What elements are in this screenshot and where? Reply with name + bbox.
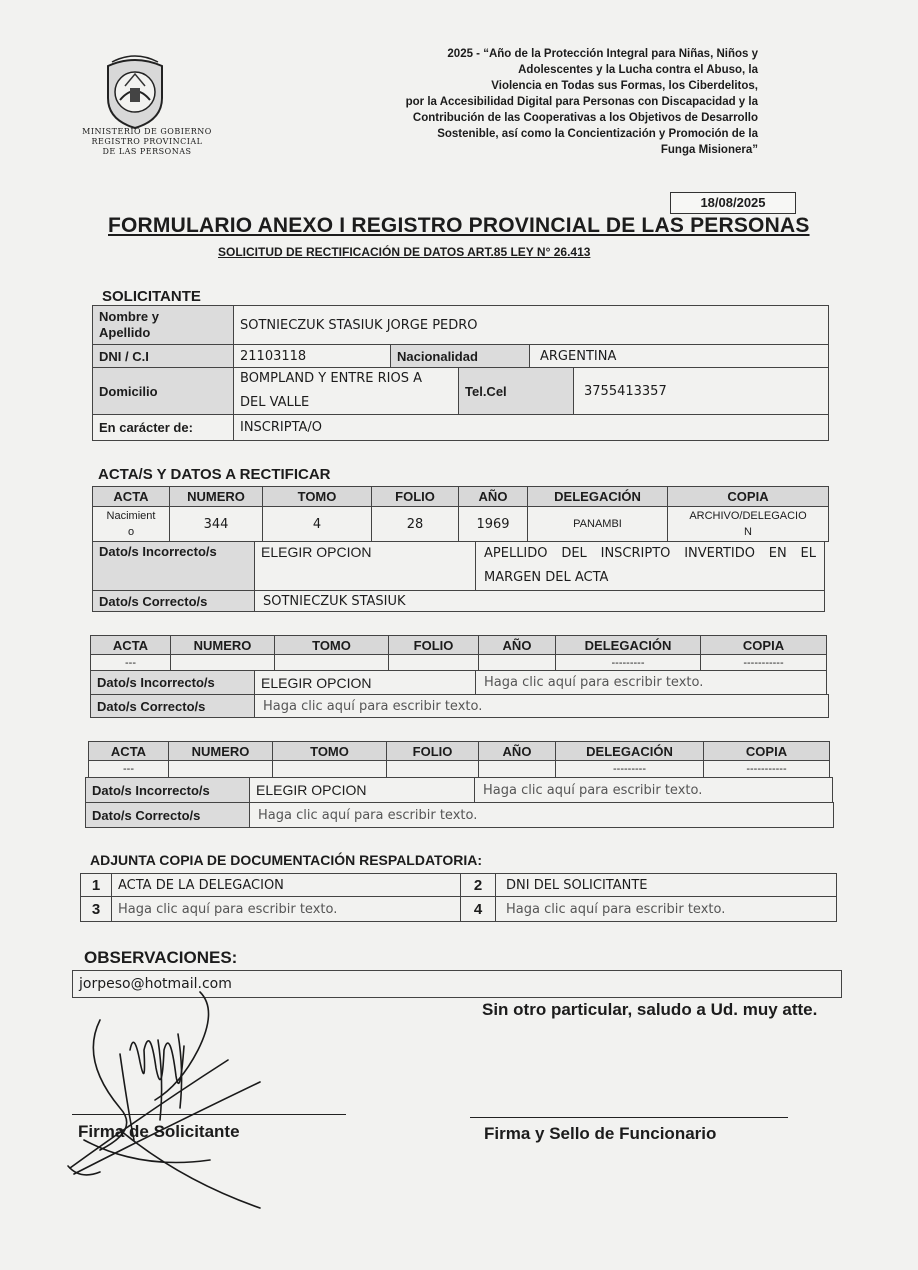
ministry-line: MINISTERIO DE GOBIERNO [82,127,212,136]
attachment-item[interactable]: Haga clic aquí para escribir texto. [495,896,837,922]
header-anio: AÑO [478,635,556,655]
acta-line: o [127,526,135,538]
correct-label: Dato/s Correcto/s [92,590,255,612]
header-numero: NUMERO [168,741,273,761]
delegacion-field[interactable]: --------- [555,760,704,778]
acta-line: Nacimient [106,510,156,522]
tomo-field[interactable] [274,654,389,671]
header-delegacion: DELEGACIÓN [555,741,704,761]
header-delegacion: DELEGACIÓN [555,635,701,655]
form-subtitle: SOLICITUD DE RECTIFICACIÓN DE DATOS ART.85 LEY N° 26.413 [218,245,591,259]
header-tomo: TOMO [272,741,387,761]
header-acta: ACTA [90,635,171,655]
header-acta: ACTA [88,741,169,761]
header-numero: NUMERO [169,486,263,507]
motto-line: Violencia en Todas sus Formas, los Ciberdelitos, [491,80,758,92]
dni-field[interactable]: 21103118 [233,344,391,368]
ministry-line: REGISTRO PROVINCIAL [91,137,203,146]
header-tomo: TOMO [274,635,389,655]
header-folio: FOLIO [388,635,479,655]
caracter-label: En carácter de: [92,414,234,441]
folio-field[interactable]: 28 [371,506,459,542]
motto-line: por la Accesibilidad Digital para Personas con Discapacidad y la [405,96,758,108]
dni-label: DNI / C.I [92,344,234,368]
correct-label: Dato/s Correcto/s [85,802,250,828]
numero-field[interactable]: 344 [169,506,263,542]
header-delegacion: DELEGACIÓN [527,486,668,507]
motto-line: Funga Misionera” [660,144,758,156]
anio-field[interactable] [478,654,556,671]
header-copia: COPIA [703,741,830,761]
header-folio: FOLIO [386,741,479,761]
nacionalidad-field[interactable]: ARGENTINA [529,344,829,368]
copia-field[interactable]: ----------- [703,760,830,778]
numero-field[interactable] [170,654,275,671]
nacionalidad-label: Nacionalidad [390,344,530,368]
firma-funcionario-label: Firma y Sello de Funcionario [484,1124,717,1143]
tel-field[interactable]: 3755413357 [573,367,829,415]
attachment-number: 3 [80,896,112,922]
anio-field[interactable]: 1969 [458,506,528,542]
observaciones-field[interactable]: jorpeso@hotmail.com [72,970,842,998]
section-actas: ACTA/S Y DATOS A RECTIFICAR [98,466,331,483]
section-adjunta: ADJUNTA COPIA DE DOCUMENTACIÓN RESPALDATORIA: [90,852,482,868]
attachment-number: 4 [460,896,496,922]
year-motto [338,46,758,158]
incorrect-label: Dato/s Incorrecto/s [90,670,255,695]
header-copia: COPIA [700,635,827,655]
nombre-field[interactable]: SOTNIECZUK STASIUK JORGE PEDRO [233,305,829,345]
incorrect-field[interactable]: Haga clic aquí para escribir texto. [474,777,833,803]
domicilio-field[interactable] [233,367,459,415]
acta-field[interactable]: --- [90,654,171,671]
header-acta: ACTA [92,486,170,507]
header-tomo: TOMO [262,486,372,507]
section-solicitante: SOLICITANTE [102,288,201,305]
domicilio-line: BOMPLAND Y ENTRE RIOS A [240,371,422,386]
attachment-number: 2 [460,873,496,897]
ministry-line: DE LAS PERSONAS [102,147,192,156]
ministry-name [82,127,212,157]
incorrect-label: Dato/s Incorrecto/s [85,777,250,803]
header-copia: COPIA [667,486,829,507]
copia-field[interactable]: ----------- [700,654,827,671]
tel-label: Tel.Cel [458,367,574,415]
signature-line-funcionario [470,1117,788,1118]
correct-field[interactable]: Haga clic aquí para escribir texto. [249,802,834,828]
tomo-field[interactable] [272,760,387,778]
correct-field[interactable]: SOTNIECZUK STASIUK [254,590,825,612]
incorrect-field[interactable] [475,541,825,591]
option-select[interactable]: ELEGIR OPCION [249,777,475,803]
header-anio: AÑO [478,741,556,761]
delegacion-field[interactable]: PANAMBI [527,506,668,542]
date-field[interactable]: 18/08/2025 [670,192,796,214]
attachment-item[interactable]: ACTA DE LA DELEGACION [111,873,461,897]
coat-of-arms-logo [100,52,170,130]
header-folio: FOLIO [371,486,459,507]
incorrect-field[interactable]: Haga clic aquí para escribir texto. [475,670,827,695]
tomo-field[interactable]: 4 [262,506,372,542]
handwritten-signature [60,990,280,1220]
section-observaciones: OBSERVACIONES: [84,948,238,967]
incorrect-line: APELLIDO DEL INSCRIPTO INVERTIDO EN EL [484,546,816,561]
label-line: Nombre y [99,309,159,324]
anio-field[interactable] [478,760,556,778]
attachment-number: 1 [80,873,112,897]
domicilio-line: DEL VALLE [240,395,310,410]
firma-solicitante-label: Firma de Solicitante [78,1122,240,1141]
nombre-label [92,305,234,345]
option-select[interactable]: ELEGIR OPCION [254,541,476,591]
incorrect-label: Dato/s Incorrecto/s [92,541,255,591]
acta-field[interactable] [92,506,170,542]
motto-line: 2025 - “Año de la Protección Integral para Niñas, Niños y [447,48,758,60]
copia-line: N [744,526,752,538]
incorrect-line: MARGEN DEL ACTA [484,570,609,585]
acta-field[interactable]: --- [88,760,169,778]
copia-field[interactable] [667,506,829,542]
correct-label: Dato/s Correcto/s [90,694,255,718]
folio-field[interactable] [386,760,479,778]
caracter-field[interactable]: INSCRIPTA/O [233,414,829,441]
domicilio-label: Domicilio [92,367,234,415]
attachment-item[interactable]: Haga clic aquí para escribir texto. [111,896,461,922]
form-title: FORMULARIO ANEXO I REGISTRO PROVINCIAL DE LAS PERSONAS [108,214,810,237]
folio-field[interactable] [388,654,479,671]
closing-salutation: Sin otro particular, saludo a Ud. muy atte. [482,1000,818,1019]
correct-field[interactable]: Haga clic aquí para escribir texto. [254,694,829,718]
attachment-item[interactable]: DNI DEL SOLICITANTE [495,873,837,897]
motto-line: Contribución de las Cooperativas a los Objetivos de Desarrollo [412,112,758,124]
header-numero: NUMERO [170,635,275,655]
label-line: Apellido [99,325,151,340]
header-anio: AÑO [458,486,528,507]
copia-line: ARCHIVO/DELEGACIO [689,510,807,522]
numero-field[interactable] [168,760,273,778]
motto-line: Sostenible, así como la Concientización y Promoción de la [437,128,758,140]
option-select[interactable]: ELEGIR OPCION [254,670,476,695]
motto-line: Adolescentes y la Lucha contra el Abuso, la [518,64,758,76]
delegacion-field[interactable]: --------- [555,654,701,671]
